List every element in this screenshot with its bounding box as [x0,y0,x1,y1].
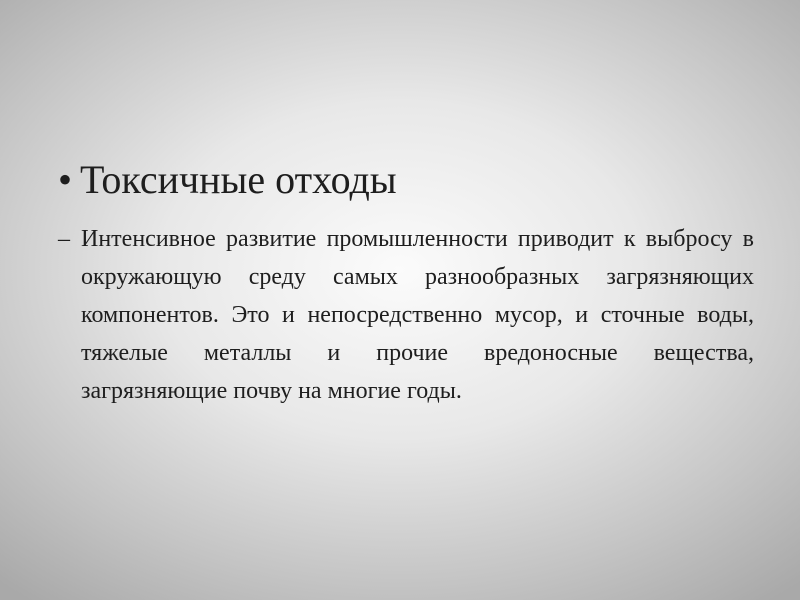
body-bullet: – [58,226,70,252]
heading-bullet: • [58,157,73,202]
slide-heading [58,152,758,208]
body-bullet-item [58,220,754,410]
body-paragraph: Интенсивное развитие промышленности приводит к выбросу в окружающую среду самых разнообразных загрязняющих компонентов. Это и непосредственно мусор, и сточные воды, тяжелые металлы и прочие вредоносные вещества, загрязняющие почву на многие годы. [81,226,754,404]
heading-text: Токсичные отходы [80,157,397,202]
